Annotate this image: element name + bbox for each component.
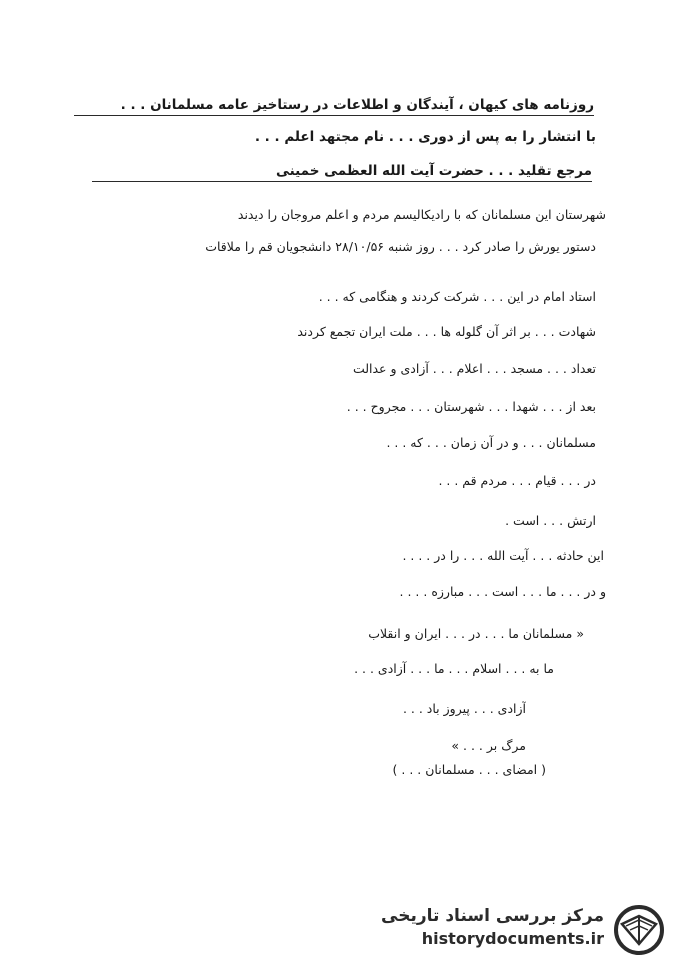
doc-line-12: ارتش . . . است . bbox=[505, 513, 596, 528]
doc-line-14: و در . . . ما . . . است . . . مبارزه . . . . bbox=[399, 584, 606, 599]
doc-line-6: استاد امام در این . . . شرکت کردند و هنگامی که . . . bbox=[318, 289, 596, 304]
doc-line-19: ( امضای . . . مسلمانان . . . ) bbox=[392, 762, 546, 777]
doc-line-8: تعداد . . . مسجد . . . اعلام . . . آزادی و عدالت bbox=[352, 361, 596, 376]
doc-line-17: آزادی . . . پیروز باد . . . bbox=[402, 701, 526, 716]
book-emblem-icon bbox=[612, 904, 666, 956]
doc-line-2: با انتشار را به پس از دوری . . . نام مجتهد اعلم . . . bbox=[254, 129, 596, 145]
doc-line-10: مسلمانان . . . و در آن زمان . . . که . . . bbox=[386, 435, 596, 450]
doc-line-13: این حادثه . . . آیت الله . . . را در . . . . bbox=[402, 548, 604, 563]
doc-line-11: در . . . قیام . . . مردم قم . . . bbox=[438, 473, 596, 488]
doc-line-7: شهادت . . . بر اثر آن گلوله ها . . . ملت ایران تجمع کردند bbox=[297, 324, 596, 339]
watermark-url: historydocuments.ir bbox=[421, 929, 604, 948]
watermark-title: مرکز بررسی اسناد تاریخی bbox=[381, 906, 604, 926]
doc-line-16: ما به . . . اسلام . . . ما . . . آزادی . . . bbox=[354, 661, 554, 676]
doc-line-1: روزنامه های کیهان ، آیندگان و اطلاعات در رستاخیز عامه مسلمانان . . . bbox=[74, 96, 594, 116]
doc-line-9: بعد از . . . شهدا . . . شهرستان . . . مجروح . . . bbox=[346, 399, 596, 414]
doc-line-4: شهرستان این مسلمانان که با رادیکالیسم مردم و اعلم مروجان را دیدند bbox=[237, 207, 606, 222]
watermark-text bbox=[381, 904, 604, 950]
doc-line-18: مرگ بر . . . » bbox=[451, 738, 526, 753]
watermark-logo bbox=[381, 904, 666, 956]
doc-line-3: مرجع تقلید . . . حضرت آیت الله العظمی خمینی bbox=[92, 162, 592, 182]
doc-line-5: دستور یورش را صادر کرد . . . روز شنبه ۲۸/۱۰/۵۶ دانشجویان قم را ملاقات bbox=[205, 239, 596, 254]
doc-line-15: « مسلمانان ما . . . در . . . ایران و انقلاب bbox=[368, 626, 584, 641]
